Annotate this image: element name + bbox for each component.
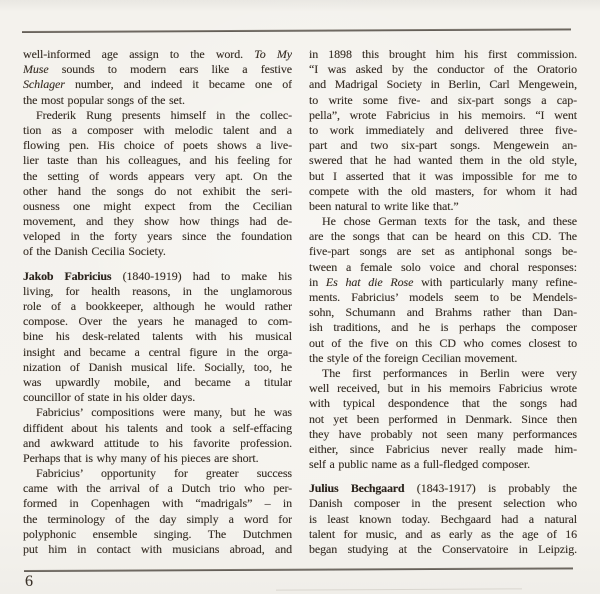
- text-segment: ments. Fabricius’ models seem to be Mendels-: [309, 290, 577, 304]
- text-line: [309, 457, 577, 472]
- text-segment: well-informed age assign to the word.: [23, 47, 255, 61]
- text-line: [309, 199, 577, 214]
- text-segment: either, since Fabricius never really made him-: [309, 441, 577, 456]
- text-line: [23, 153, 292, 168]
- text-segment: not yet been performed in Denmark. Since then: [309, 411, 577, 426]
- text-line: [309, 527, 577, 542]
- text-segment: out of the five on this CD who comes closest to: [309, 335, 577, 350]
- text-line: [23, 214, 292, 229]
- text-segment: (1840-1919) had to make his: [111, 268, 292, 283]
- text-segment: in: [309, 274, 326, 289]
- text-line: [23, 47, 292, 62]
- text-segment: the terminology of the day simply a word for: [23, 511, 292, 526]
- text-segment: Frederik Rung presents himself in the collec-: [36, 107, 292, 122]
- text-line: [309, 138, 577, 153]
- text-segment: councillor of state in his older days.: [23, 390, 196, 405]
- text-line: [309, 381, 577, 396]
- text-segment: nization of Danish musical life. Socially, too, he: [23, 359, 292, 374]
- text-segment: the setting of words appears very apt. On the: [23, 168, 292, 183]
- text-line: [23, 269, 292, 284]
- text-segment: been natural to write like that.”: [309, 198, 459, 213]
- text-line: [309, 108, 577, 123]
- text-segment: number, and indeed it became one of: [64, 77, 292, 92]
- text-line: [309, 47, 577, 62]
- text-line: [309, 214, 577, 229]
- text-segment: swered that he had wanted them in the old style,: [309, 153, 577, 168]
- text-segment: insight and became a central figure in the orga-: [23, 344, 292, 359]
- text-segment: polyphonic ensemble singing. The Dutchmen: [23, 526, 292, 541]
- text-segment: veloped in the forty years since the foundation: [23, 229, 292, 244]
- text-segment: compose. Over the years he managed to com-: [23, 314, 292, 329]
- text-segment: the style of the foreign Cecilian movement.: [309, 350, 518, 365]
- text-segment: The first performances in Berlin were very: [322, 365, 577, 380]
- text-line: [23, 527, 292, 542]
- text-segment: To My: [254, 47, 292, 61]
- text-segment: role of a bookkeeper, although he would rather: [23, 299, 292, 313]
- text-line: [23, 138, 292, 153]
- text-segment: Fabricius’ compositions were many, but he was: [36, 405, 292, 420]
- text-line: [23, 345, 292, 360]
- text-line: [23, 199, 292, 214]
- text-line: [23, 62, 292, 77]
- page-number: 6: [25, 573, 33, 590]
- text-segment: sounds to modern ears like a festive: [48, 62, 292, 77]
- text-segment: formed in Copenhagen with “madrigals” – in: [23, 496, 292, 511]
- text-line: [23, 436, 292, 451]
- text-line: [23, 329, 292, 344]
- text-line: [23, 123, 292, 138]
- text-line: [23, 184, 292, 199]
- text-segment: of the Danish Cecilia Society.: [23, 244, 166, 259]
- text-line: [309, 290, 577, 305]
- text-line: [309, 305, 577, 320]
- text-line: [23, 244, 292, 259]
- text-line: [309, 366, 577, 381]
- text-segment: living, for health reasons, in the unglamorous: [23, 283, 292, 298]
- text-segment: Danish composer in the present selection who: [309, 496, 577, 511]
- text-line: [23, 360, 292, 375]
- text-line: [309, 412, 577, 427]
- text-segment: “I was asked by the conductor of the Oratorio: [309, 62, 577, 77]
- text-line: [309, 260, 577, 275]
- text-segment: pella”, wrote Fabricius in his memoirs. “I went: [309, 107, 577, 122]
- text-line: [23, 314, 292, 329]
- text-segment: Perhaps that is why many of his pieces are short.: [23, 450, 259, 465]
- text-column-right: [309, 47, 577, 557]
- text-line: [309, 275, 577, 290]
- text-segment: ish traditions, and he is perhaps the composer: [309, 320, 577, 335]
- text-segment: with typical despondence that the songs had: [309, 396, 577, 411]
- text-line: [23, 299, 292, 314]
- text-segment: Es hat die Rose: [325, 274, 414, 289]
- text-line: [23, 421, 292, 436]
- bottom-rule: [24, 567, 573, 572]
- text-segment: self a public name as a full-fledged composer.: [309, 457, 531, 472]
- text-line: [309, 153, 577, 168]
- text-line: [309, 62, 577, 77]
- text-segment: Fabricius’ opportunity for greater success: [36, 466, 292, 481]
- text-line: [309, 496, 577, 511]
- text-segment: are the songs that can be heard on this CD. The: [309, 229, 577, 244]
- text-line: [309, 320, 577, 335]
- text-segment: to write some five- and six-part songs a cap-: [309, 92, 577, 107]
- text-line: [309, 542, 577, 557]
- text-segment: but I asserted that it was impossible for me to: [309, 168, 577, 183]
- text-line: [23, 77, 292, 92]
- text-segment: in 1898 this brought him his first commission.: [309, 47, 577, 61]
- text-segment: with particularly many refine-: [413, 274, 577, 289]
- text-segment: Muse: [23, 62, 49, 77]
- text-segment: He chose German texts for the task, and these: [322, 214, 577, 229]
- text-segment: tween a female solo voice and choral responses:: [309, 259, 577, 274]
- composer-name: Julius Bechgaard: [309, 481, 405, 496]
- text-segment: other hand the songs do not exhibit the seri-: [23, 183, 292, 198]
- text-segment: is least known today. Bechgaard had a natural: [309, 511, 577, 526]
- text-segment: sohn, Schumann and Brahms rather than Dan-: [309, 305, 577, 320]
- composer-name: Jakob Fabricius: [23, 268, 112, 283]
- text-segment: ousness one might expect from the Cecilian: [23, 198, 292, 213]
- text-segment: movement, and they show how things had de-: [23, 214, 292, 229]
- text-line: [309, 481, 577, 496]
- text-line: [23, 405, 292, 420]
- text-segment: was upwardly mobile, and became a titular: [23, 374, 292, 389]
- text-line: [309, 244, 577, 259]
- text-segment: (1843-1917) is probably the: [404, 481, 577, 496]
- text-segment: to work immediately and delivered three five-: [309, 122, 577, 137]
- text-line: [309, 442, 577, 457]
- text-line: [23, 229, 292, 244]
- text-line: [309, 427, 577, 442]
- text-line: [23, 93, 292, 108]
- text-line: [309, 93, 577, 108]
- text-segment: they have probably not seen many performances: [309, 426, 577, 441]
- text-line: [309, 184, 577, 199]
- text-segment: part and two six-part songs. Mengewein an-: [309, 138, 577, 153]
- text-line: [309, 123, 577, 138]
- text-segment: well received, but in his memoirs Fabricius wrote: [309, 381, 577, 396]
- text-line: [309, 229, 577, 244]
- text-column-left: [23, 47, 292, 557]
- text-line: [23, 390, 292, 405]
- text-segment: the most popular songs of the set.: [23, 92, 185, 107]
- text-segment: tion as a composer with melodic talent and a: [23, 122, 292, 137]
- text-line: [23, 481, 292, 496]
- text-line: [23, 512, 292, 527]
- text-segment: and awkward attitude to his favorite profession.: [23, 435, 292, 450]
- text-segment: bine his desk-related talents with his musical: [23, 329, 292, 344]
- text-line: [23, 542, 292, 557]
- text-segment: put him in contact with musicians abroad, and: [23, 542, 292, 556]
- text-line: [309, 512, 577, 527]
- text-line: [309, 77, 577, 92]
- text-line: [23, 375, 292, 390]
- text-line: [309, 351, 577, 366]
- scan-artifact-line: [276, 588, 522, 590]
- text-segment: diffident about his talents and took a self-effacing: [23, 420, 292, 435]
- text-segment: Schlager: [23, 77, 65, 92]
- text-segment: began studying at the Conservatoire in Leipzig.: [309, 542, 577, 556]
- text-segment: five-part songs are set as antiphonal songs be-: [309, 244, 577, 259]
- text-line: [309, 396, 577, 411]
- text-line: [23, 496, 292, 511]
- text-line: [23, 169, 292, 184]
- top-rule: [22, 28, 571, 33]
- text-segment: lier taste than his colleagues, and his feeling for: [23, 153, 292, 168]
- text-segment: and Madrigal Society in Berlin, Carl Mengewein,: [309, 77, 577, 92]
- text-line: [309, 336, 577, 351]
- text-segment: talent for music, and as early as the age of 16: [309, 526, 577, 541]
- text-line: [23, 466, 292, 481]
- text-segment: flowing pen. His choice of poets shows a live-: [23, 138, 292, 153]
- text-line: [309, 169, 577, 184]
- text-segment: compete with the old masters, for whom it had: [309, 183, 577, 198]
- text-segment: came with the arrival of a Dutch trio who per-: [23, 481, 292, 496]
- text-line: [23, 284, 292, 299]
- text-line: [23, 108, 292, 123]
- text-line: [23, 451, 292, 466]
